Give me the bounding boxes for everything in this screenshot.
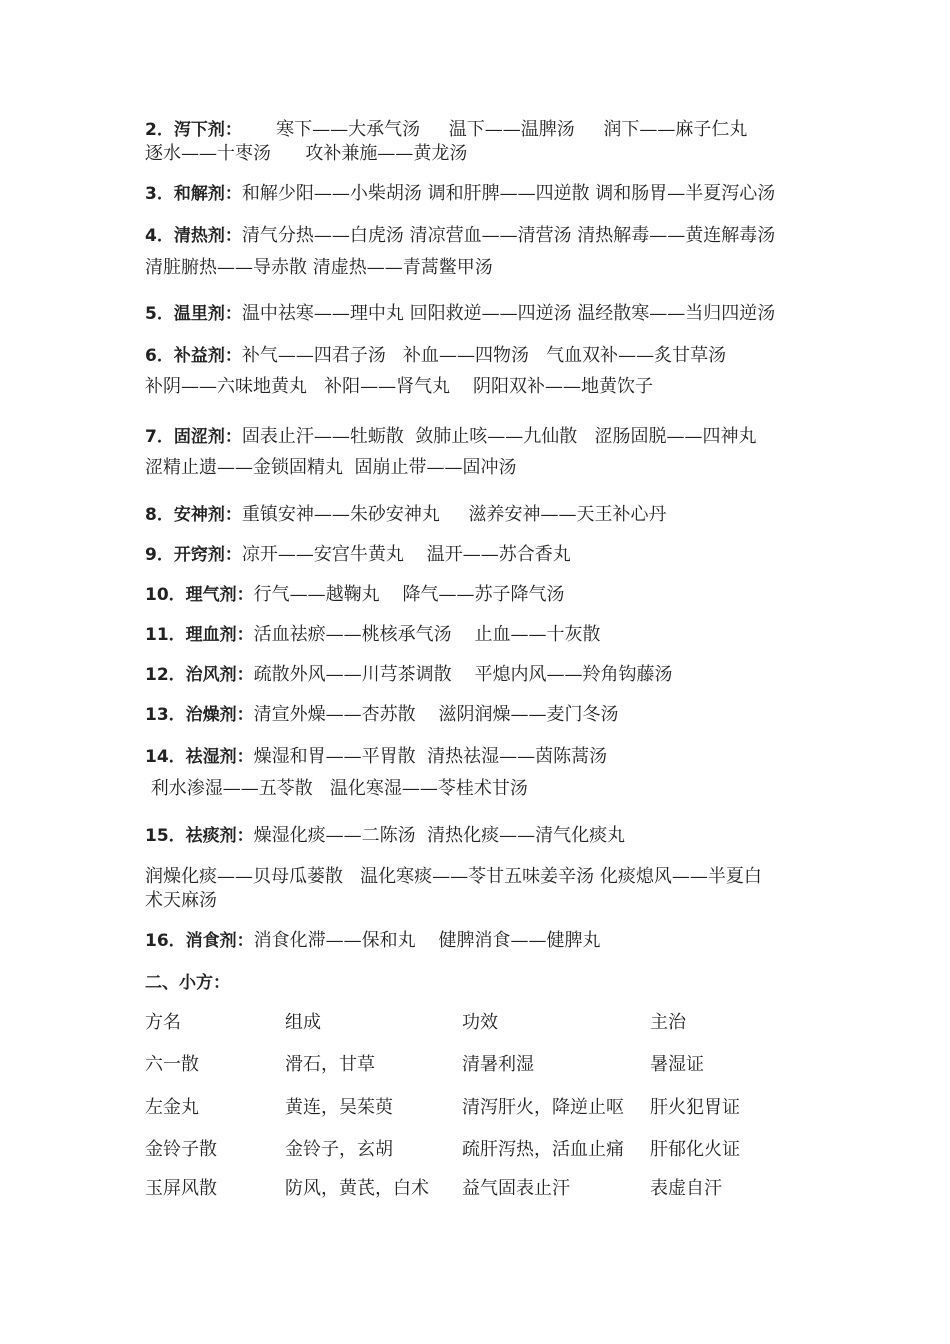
- category-6-line-2: 补阴——六味地黄丸 补阳——肾气丸 阴阳双补——地黄饮子: [145, 376, 654, 397]
- category-7-line-1: 7．固涩剂：固表止汗——牡蛎散 敛肺止咳——九仙散 涩肠固脱——四神丸: [145, 426, 757, 447]
- section-heading: 二、小方：: [145, 973, 230, 993]
- table-header-composition: 组成: [285, 1012, 321, 1033]
- table-cell: 六一散: [145, 1054, 199, 1075]
- category-9-line-1: 9．开窍剂：凉开——安宫牛黄丸 温开——苏合香丸: [145, 544, 571, 565]
- category-2-line-2: 逐水——十枣汤 攻补兼施——黄龙汤: [145, 143, 468, 164]
- table-cell: 左金丸: [145, 1097, 199, 1118]
- table-cell: 滑石，甘草: [285, 1054, 375, 1075]
- category-12-line-1: 12．治风剂：疏散外风——川芎茶调散 平熄内风——羚角钩藤汤: [145, 664, 673, 685]
- category-label: 12．治风剂：: [145, 665, 254, 685]
- category-15-line-3: 术天麻汤: [145, 890, 217, 911]
- table-cell: 疏肝泻热，活血止痛: [462, 1139, 624, 1160]
- table-cell: 防风，黄芪，白术: [285, 1178, 429, 1199]
- table-cell: 玉屏风散: [145, 1178, 217, 1199]
- category-label: 9．开窍剂：: [145, 545, 242, 565]
- category-14-line-2: 利水渗湿——五苓散 温化寒湿——苓桂术甘汤: [145, 778, 528, 799]
- category-13-line-1: 13．治燥剂：清宣外燥——杏苏散 滋阴润燥——麦门冬汤: [145, 704, 619, 725]
- category-label: 3．和解剂：: [145, 184, 242, 204]
- category-10-line-1: 10．理气剂：行气——越鞠丸 降气——苏子降气汤: [145, 584, 565, 605]
- category-4-line-2: 清脏腑热——导赤散 清虚热——青蒿鳖甲汤: [145, 257, 493, 278]
- table-cell: 黄连，吴茱萸: [285, 1097, 393, 1118]
- table-cell: 暑湿证: [650, 1054, 704, 1075]
- category-label: 7．固涩剂：: [145, 427, 242, 447]
- category-14-line-1: 14．祛湿剂：燥湿和胃——平胃散 清热祛湿——茵陈蒿汤: [145, 746, 608, 767]
- table-header-efficacy: 功效: [462, 1012, 498, 1033]
- table-cell: 表虚自汗: [650, 1178, 722, 1199]
- category-label: 10．理气剂：: [145, 585, 254, 605]
- category-15-line-2: 润燥化痰——贝母瓜蒌散 温化寒痰——苓甘五味姜辛汤 化痰熄风——半夏白: [145, 866, 762, 887]
- category-15-line-1: 15．祛痰剂：燥湿化痰——二陈汤 清热化痰——清气化痰丸: [145, 825, 626, 846]
- category-16-line-1: 16．消食剂：消食化滞——保和丸 健脾消食——健脾丸: [145, 930, 601, 951]
- category-label: 6．补益剂：: [145, 346, 242, 366]
- table-cell: 清暑利湿: [462, 1054, 534, 1075]
- table-cell: 金铃子散: [145, 1139, 217, 1160]
- category-label: 8．安神剂：: [145, 505, 242, 525]
- table-header-indication: 主治: [650, 1012, 686, 1033]
- category-2-line-1: 2．泻下剂： 寒下——大承气汤 温下——温脾汤 润下——麻子仁丸: [145, 119, 748, 140]
- category-label: 14．祛湿剂：: [145, 747, 254, 767]
- category-11-line-1: 11．理血剂：活血祛瘀——桃核承气汤 止血——十灰散: [145, 624, 601, 645]
- category-5-line-1: 5．温里剂：温中祛寒——理中丸 回阳救逆——四逆汤 温经散寒——当归四逆汤: [145, 303, 776, 324]
- category-label: 2．泻下剂：: [145, 120, 242, 140]
- table-cell: 肝火犯胃证: [650, 1097, 740, 1118]
- category-label: 15．祛痰剂：: [145, 826, 254, 846]
- category-label: 5．温里剂：: [145, 304, 242, 324]
- category-label: 13．治燥剂：: [145, 705, 254, 725]
- table-cell: 金铃子，玄胡: [285, 1139, 393, 1160]
- category-8-line-1: 8．安神剂：重镇安神——朱砂安神丸 滋养安神——天王补心丹: [145, 504, 667, 525]
- category-6-line-1: 6．补益剂：补气——四君子汤 补血——四物汤 气血双补——炙甘草汤: [145, 345, 727, 366]
- category-7-line-2: 涩精止遗——金锁固精丸 固崩止带——固冲汤: [145, 457, 517, 478]
- table-cell: 清泻肝火，降逆止呕: [462, 1097, 624, 1118]
- category-4-line-1: 4．清热剂：清气分热——白虎汤 清凉营血——清营汤 清热解毒——黄连解毒汤: [145, 225, 776, 246]
- category-label: 4．清热剂：: [145, 226, 242, 246]
- category-label: 11．理血剂：: [145, 625, 254, 645]
- table-cell: 益气固表止汗: [462, 1178, 570, 1199]
- category-3-line-1: 3．和解剂：和解少阳——小柴胡汤 调和肝脾——四逆散 调和肠胃—半夏泻心汤: [145, 183, 776, 204]
- category-label: 16．消食剂：: [145, 931, 254, 951]
- table-cell: 肝郁化火证: [650, 1139, 740, 1160]
- table-header-name: 方名: [145, 1012, 181, 1033]
